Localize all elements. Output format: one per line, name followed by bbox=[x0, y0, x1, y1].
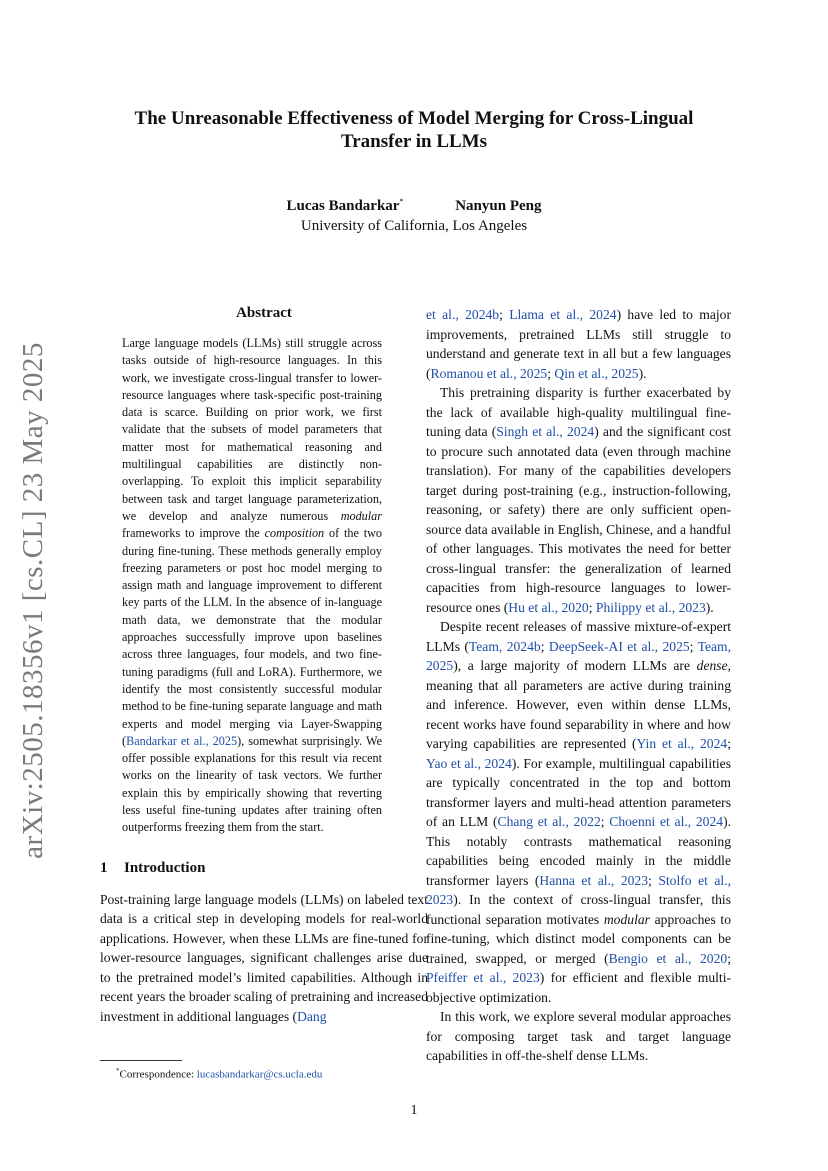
citation-link[interactable]: Yao et al., 2024 bbox=[426, 755, 512, 771]
affiliation: University of California, Los Angeles bbox=[300, 218, 528, 234]
author-1-name: Lucas Bandarkar bbox=[286, 198, 400, 214]
separator: ; bbox=[499, 307, 510, 322]
left-column bbox=[100, 305, 428, 1026]
intro-p3-text: Despite recent releases of massive mixture-of-expert LLMs ( bbox=[426, 619, 731, 654]
citation-link[interactable]: Hu et al., 2020 bbox=[508, 599, 589, 615]
author-2: Nanyun Peng bbox=[455, 198, 542, 214]
intro-paragraph-3 bbox=[426, 617, 731, 1007]
separator: ; bbox=[648, 872, 659, 888]
section-number: 1 bbox=[100, 859, 108, 876]
intro-p1-text: Post-training large language models (LLMs) on labeled text data is a critical step in developing models for real-world applications. However, when these LLMs are fine-tuned for lower-resource languages, significant challenges arise due to the pretrained model’s limited capabilities. Although in recent years the broader scaling of pretraining and increased investment in additional languages ( bbox=[100, 891, 428, 1024]
right-column bbox=[426, 305, 731, 1066]
intro-paragraph-4: In this work, we explore several modular approaches for composing target task and target language capabilities in off-the-shelf dense LLMs. bbox=[426, 1009, 731, 1063]
citation-link[interactable]: Team, 2024b bbox=[468, 638, 541, 654]
intro-p3-text: ). In the context of cross-lingual transfer, this functional separation motivates bbox=[426, 892, 731, 927]
intro-p1-cont-text: ) have led to major improvements, pretrained LLMs still struggle to understand and generate text in all but a few languages ( bbox=[426, 307, 731, 381]
separator: ; bbox=[588, 599, 596, 615]
abstract-text bbox=[122, 335, 382, 837]
footnote-divider bbox=[100, 1060, 182, 1061]
author-1-mark: * bbox=[399, 197, 404, 206]
author-block bbox=[100, 192, 728, 236]
citation-link[interactable]: Bengio et al., 2020 bbox=[608, 950, 728, 966]
citation-link[interactable]: et al., 2024b bbox=[426, 307, 500, 322]
intro-paragraph-2 bbox=[426, 383, 731, 617]
emphasis-modular: modular bbox=[603, 911, 650, 927]
arxiv-identifier: arXiv:2505.18356v1 [cs.CL] 23 May 2025 bbox=[16, 341, 49, 859]
intro-p3-text: , meaning that all parameters are active during training and inference. However, even within dense LLMs, recent works have found separability in where and how varying capabilities are represented ( bbox=[426, 658, 731, 751]
separator: ; bbox=[600, 814, 610, 829]
separator: ; bbox=[727, 736, 731, 751]
citation-link[interactable]: Bandarkar et al., 2025 bbox=[126, 733, 238, 748]
citation-link[interactable]: Romanou et al., 2025 bbox=[430, 365, 548, 381]
paper-title bbox=[100, 107, 728, 153]
footnote-mark: * bbox=[116, 1067, 120, 1075]
intro-p2-text: ) and the significant cost to procure such annotated data (even through machine translation). For many of the capabilities developers target during post-training (e.g., instruction-following, reasoning, or safety) there are only sufficient open-source data available in English, Chinese, and a handful of other languages. This motivates the need for better cross-lingual transfer: the generalization of learned capacities from high-resource languages to lower-resource ones ( bbox=[426, 424, 731, 615]
citation-link[interactable]: DeepSeek-AI et al., 2025 bbox=[548, 638, 690, 654]
citation-link[interactable]: Stolfo et al., 2023 bbox=[426, 872, 731, 907]
abstract-part-1: Large language models (LLMs) still struggle across tasks outside of high-resource languages. In this work, we investigate cross-lingual transfer to lower-resource languages where task-specific post-training data is scarce. Building on prior work, we first validate that the subsets of model parameters that matter most for mathematical reasoning and multilingual capabilities are distinctly non-overlapping. To exploit this implicit separability between task and target language parameterization, we develop and analyze numerous bbox=[122, 336, 382, 523]
author-names bbox=[100, 192, 728, 216]
citation-link[interactable]: Chang et al., 2022 bbox=[497, 814, 601, 829]
intro-p2-text: This pretraining disparity is further exacerbated by the lack of available high-quality multilingual fine-tuning data ( bbox=[426, 385, 731, 439]
citation-link[interactable]: Choenni et al., 2024 bbox=[609, 814, 724, 829]
emphasis-dense: dense bbox=[696, 658, 728, 673]
footnote-label: Correspondence: bbox=[119, 1068, 197, 1081]
abstract-heading: Abstract bbox=[236, 305, 292, 321]
separator: ; bbox=[727, 950, 731, 966]
separator: ; bbox=[547, 365, 555, 381]
intro-paragraph-1-continued bbox=[426, 305, 731, 383]
citation-link[interactable]: Philippy et al., 2023 bbox=[595, 599, 706, 615]
section-heading-introduction bbox=[100, 860, 428, 877]
citation-link[interactable]: Team, 2025 bbox=[426, 638, 732, 673]
abstract-emphasis-composition: composition bbox=[264, 526, 325, 541]
intro-p3-text: approaches to fine-tuning, which distinct model components can be trained, swapped, or merged ( bbox=[426, 911, 731, 966]
page-number: 1 bbox=[410, 1103, 418, 1118]
separator: ; bbox=[540, 638, 549, 654]
section-title: Introduction bbox=[124, 859, 206, 876]
intro-p2-end: ). bbox=[705, 599, 714, 615]
citation-link[interactable]: Singh et al., 2024 bbox=[496, 424, 595, 439]
citation-link[interactable]: Dang bbox=[297, 1008, 327, 1024]
intro-p3-text: ). For example, multilingual capabilities are typically concentrated in the top and bottom transformer layers and multi-head attention parameters of an LLM ( bbox=[426, 755, 731, 829]
title-line-1: The Unreasonable Effectiveness of Model Merging for Cross-Lingual bbox=[134, 108, 694, 129]
author-1 bbox=[287, 192, 404, 216]
intro-p3-text: ). This notably contrasts mathematical reasoning capabilities being encoded mainly in the middle transformer layers ( bbox=[426, 814, 731, 888]
arxiv-sidebar-stamp bbox=[8, 340, 58, 860]
intro-p3-text: ) for efficient and flexible multi-objective optimization. bbox=[426, 970, 731, 1005]
citation-link[interactable]: Hanna et al., 2023 bbox=[539, 872, 649, 888]
intro-paragraph-1 bbox=[100, 890, 428, 1027]
footnote bbox=[116, 1064, 322, 1082]
citation-link[interactable]: Llama et al., 2024 bbox=[509, 307, 617, 322]
title-line-2: Transfer in LLMs bbox=[340, 131, 488, 152]
correspondence-email-link[interactable]: lucasbandarkar@cs.ucla.edu bbox=[196, 1068, 323, 1081]
abstract-part-4: ), somewhat surprisingly. We offer possible explanations for this result via recent works on the linearity of task vectors. We further explain this by empirically showing that reverting less useful fine-tuning updates after training often outperforms freezing them from the start. bbox=[122, 733, 382, 835]
citation-link[interactable]: Yin et al., 2024 bbox=[636, 736, 728, 751]
abstract-part-3: of the two during fine-tuning. These methods generally employ freezing parameters or post hoc model merging to assign math and language improvement to different key parts of the LLM. In the absence of in-language math data, we demonstrate that the modular approaches successfully improve upon baselines across three languages, four models, and two fine-tuning paradigms (full and LoRA). Furthermore, we identify the most consistently successful modular method to be fine-tuning separate language and math experts and model merging via Layer-Swapping ( bbox=[122, 526, 382, 748]
separator: ; bbox=[689, 638, 698, 654]
intro-p3-text: ), a large majority of modern LLMs are bbox=[453, 658, 697, 673]
abstract-part-2: frameworks to improve the bbox=[122, 526, 265, 541]
abstract-emphasis-modular: modular bbox=[340, 508, 382, 523]
citation-link[interactable]: Qin et al., 2025 bbox=[554, 365, 639, 381]
citation-link[interactable]: Pfeiffer et al., 2023 bbox=[426, 970, 540, 985]
intro-p1-cont-end: ). bbox=[638, 365, 647, 381]
